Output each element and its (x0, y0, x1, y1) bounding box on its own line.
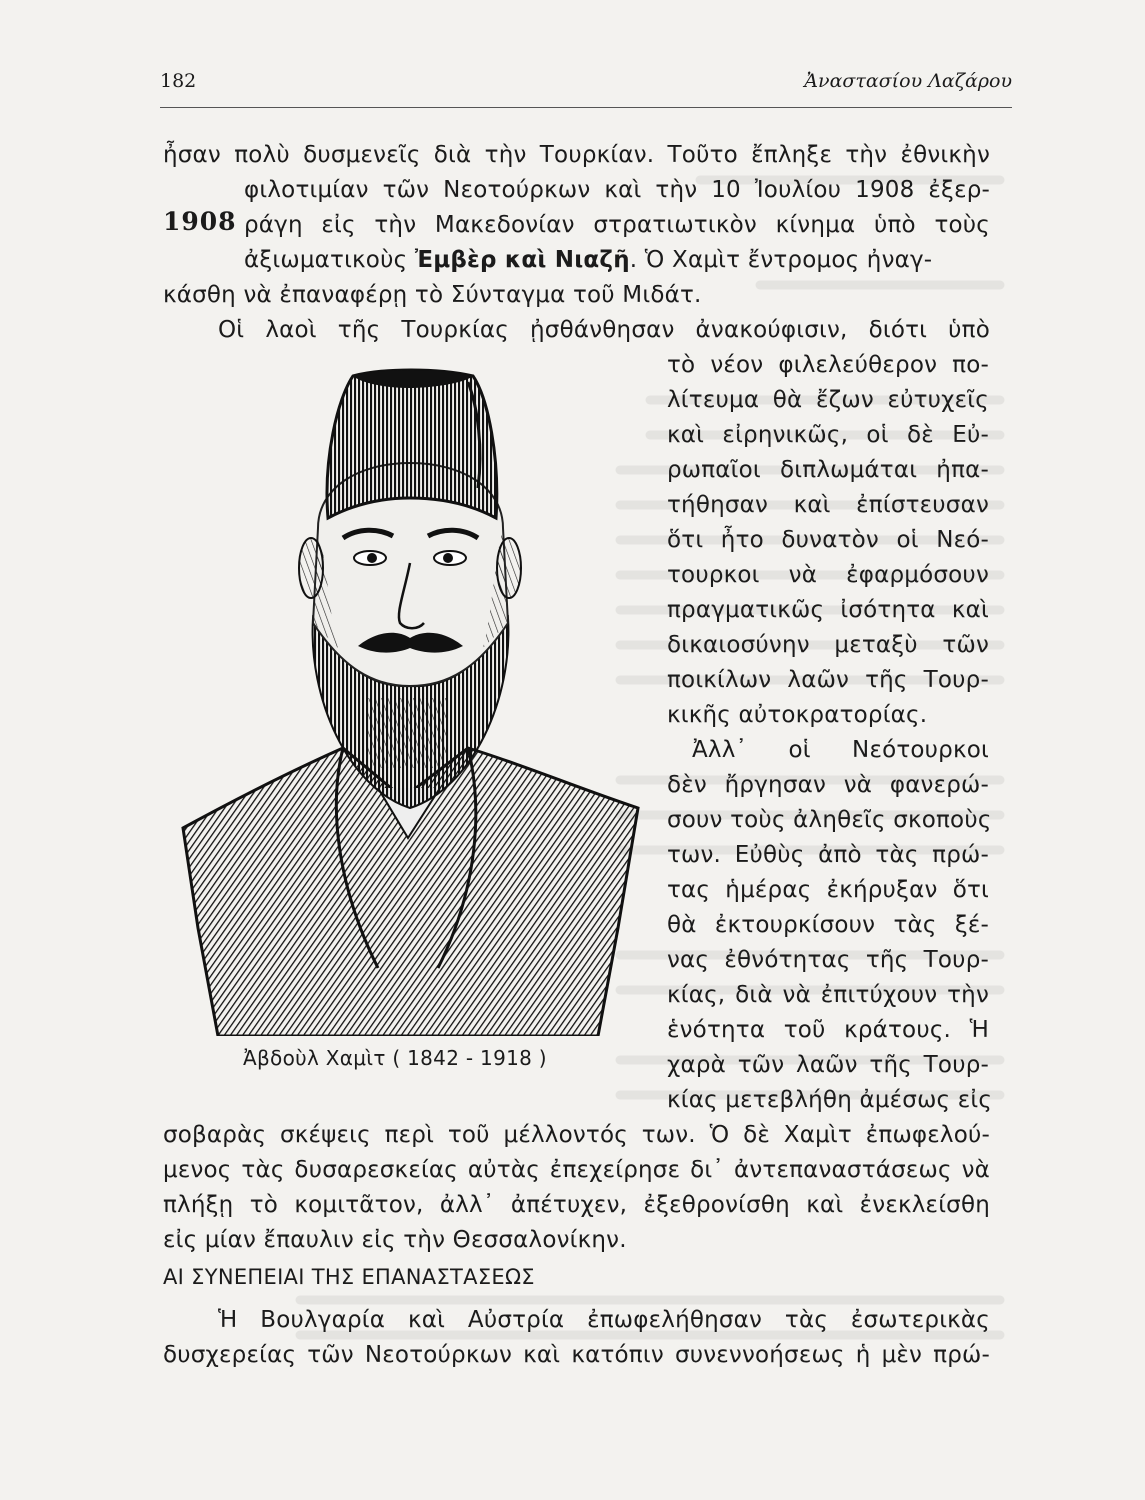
text-line: των. Εὐθὺς ἀπὸ τὰς πρώ- (667, 842, 989, 868)
text-line: κάσθη νὰ ἐπαναφέρῃ τὸ Σύνταγμα τοῦ Μιδάτ. (163, 282, 702, 308)
text-line: καὶ εἰρηνικῶς, οἱ δὲ Εὐ- (667, 422, 989, 448)
text-line: ὅτι ἦτο δυνατὸν οἱ Νεό- (667, 527, 989, 553)
text-line: Οἱ λαοὶ τῆς Τουρκίας ᾐσθάνθησαν ἀνακούφισιν, διότι ὑπὸ (218, 317, 990, 343)
text-line: Ἡ Βουλγαρία καὶ Αὐστρία ἐπωφελήθησαν τὰς ἐσωτερικὰς (218, 1307, 990, 1333)
text-line: πραγματικῶς ἰσότητα καὶ (667, 597, 989, 623)
text-line: θὰ ἐκτουρκίσουν τὰς ξέ- (667, 912, 989, 938)
names-emphasis: Ἐμβὲρ καὶ Νιαζῆ (414, 247, 630, 273)
text-line: τας ἡμέρας ἐκήρυξαν ὅτι (667, 877, 989, 903)
text-line: ποικίλων λαῶν τῆς Τουρ- (667, 667, 989, 693)
text-line: τουρκοι νὰ ἐφαρμόσουν (667, 562, 989, 588)
margin-year: 1908 (163, 207, 237, 236)
text-line: δὲν ἤργησαν νὰ φανερώ- (667, 772, 989, 798)
text-line: χαρὰ τῶν λαῶν τῆς Τουρ- (667, 1052, 989, 1078)
text-fragment: ἀξιωματικοὺς (244, 247, 408, 273)
portrait-engraving (178, 368, 644, 1036)
text-line: Ἀλλ᾽ οἱ Νεότουρκοι (692, 737, 989, 763)
text-line: ἦσαν πολὺ δυσμενεῖς διὰ τὴν Τουρκίαν. Τοῦτο ἔπληξε τὴν ἐθνικὴν (163, 142, 990, 168)
text-fragment: . Ὁ Χαμὶτ ἔντρομος ἠναγ- (629, 247, 933, 273)
text-line: κίας μετεβλήθη ἀμέσως εἰς (667, 1087, 993, 1113)
text-line: νας ἐθνότητας τῆς Τουρ- (667, 947, 989, 973)
running-title: Ἀναστασίου Λαζάρου (804, 70, 1012, 92)
section-heading: ΑΙ ΣΥΝΕΠΕΙΑΙ ΤΗΣ ΕΠΑΝΑΣΤΑΣΕΩΣ (163, 1265, 535, 1289)
text-line: πλήξῃ τὸ κομιτᾶτον, ἀλλ᾽ ἀπέτυχεν, ἐξεθρονίσθη καὶ ἐνεκλείσθη (163, 1192, 990, 1218)
text-line: ἑνότητα τοῦ κράτους. Ἡ (667, 1017, 989, 1043)
text-line: λίτευμα θὰ ἔζων εὐτυχεῖς (667, 387, 989, 413)
text-line: κικῆς αὐτοκρατορίας. (667, 702, 928, 728)
page-number: 182 (160, 70, 197, 92)
text-line: μενος τὰς δυσαρεσκείας αὐτὰς ἐπεχείρησε δι᾽ ἀντεπαναστάσεως νὰ (163, 1157, 990, 1183)
text-line: δυσχερείας τῶν Νεοτούρκων καὶ κατόπιν συνεννοήσεως ἡ μὲν πρώ- (163, 1342, 990, 1368)
text-line: τὸ νέον φιλελεύθερον πο- (667, 352, 989, 378)
text-line: τήθησαν καὶ ἐπίστευσαν (667, 492, 989, 518)
text-line (244, 245, 990, 275)
running-header (160, 70, 1012, 100)
figure-caption: Ἀβδοὺλ Χαμὶτ ( 1842 - 1918 ) (243, 1046, 547, 1070)
text-line: σουν τοὺς ἀληθεῖς σκοποὺς (667, 807, 992, 833)
header-rule (160, 107, 1012, 108)
text-line: εἰς μίαν ἔπαυλιν εἰς τὴν Θεσσαλονίκην. (163, 1227, 627, 1253)
text-line: ράγη εἰς τὴν Μακεδονίαν στρατιωτικὸν κίνημα ὑπὸ τοὺς (244, 212, 990, 238)
text-line: δικαιοσύνην μεταξὺ τῶν (667, 632, 989, 658)
text-line: φιλοτιμίαν τῶν Νεοτούρκων καὶ τὴν 10 Ἰουλίου 1908 ἐξερ- (244, 177, 990, 203)
text-line: ρωπαῖοι διπλωμάται ἠπα- (667, 457, 989, 483)
text-line: σοβαρὰς σκέψεις περὶ τοῦ μέλλοντός των. Ὁ δὲ Χαμὶτ ἐπωφελού- (163, 1122, 990, 1148)
text-line: κίας, διὰ νὰ ἐπιτύχουν τὴν (667, 982, 989, 1008)
